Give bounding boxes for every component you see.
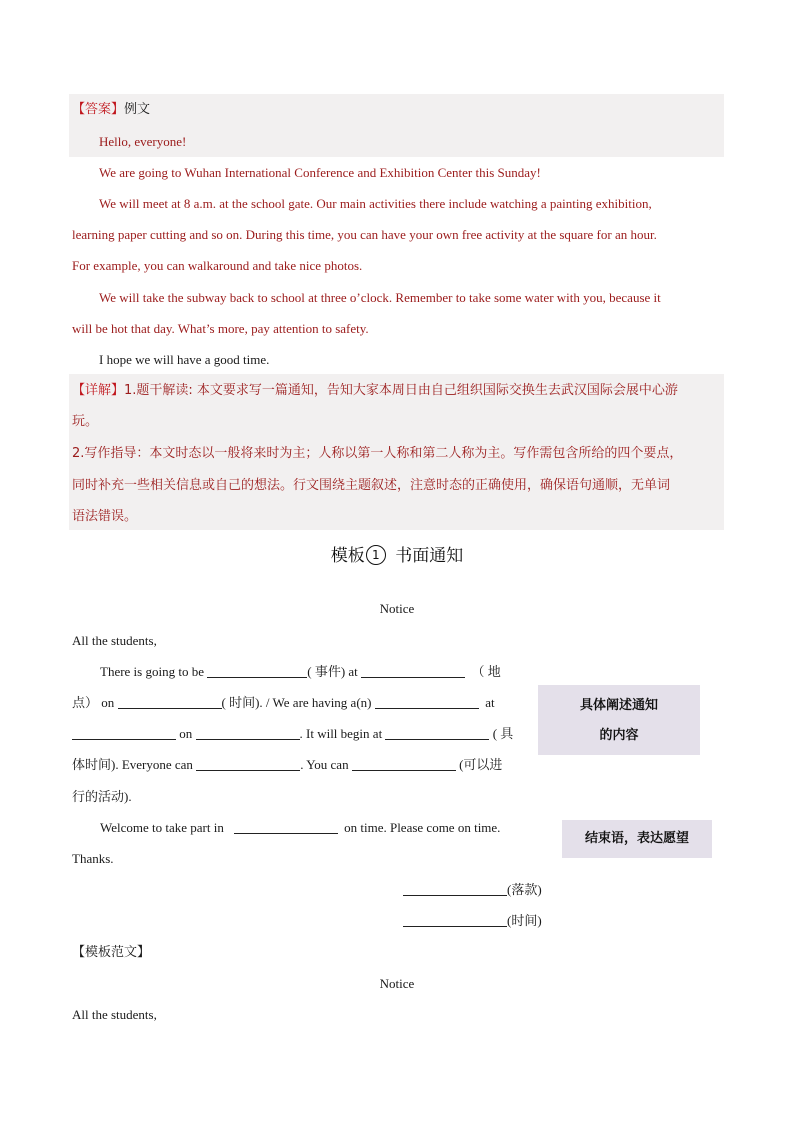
template-line-1: [100, 662, 501, 682]
sample-greeting: All the students,: [72, 1007, 157, 1022]
blank-line: [361, 664, 465, 678]
template-text: (落款): [507, 882, 542, 897]
template-title-prefix: 模板: [330, 546, 365, 566]
sample-tag: 【模板范文】: [72, 945, 151, 960]
blank-line: [196, 757, 300, 771]
circled-number: 1: [366, 545, 386, 565]
template-title: [0, 541, 794, 566]
template-text: 点） on: [72, 695, 115, 710]
template-text: 体时间). Everyone can: [72, 757, 193, 772]
answer-line-5: For example, you can walkaround and take nice photos.: [72, 258, 363, 273]
template-text: at: [485, 695, 495, 710]
answer-line-7: will be hot that day. What’s more, pay attention to safety.: [72, 321, 369, 336]
answer-line-2: We are going to Wuhan International Conference and Exhibition Center this Sunday!: [99, 165, 541, 180]
template-text: . You can: [300, 757, 349, 772]
template-text: (可以进: [459, 757, 503, 772]
blank-line: [385, 726, 489, 740]
answer-line-1: Hello, everyone!: [99, 134, 187, 149]
template-line-2: [72, 693, 495, 713]
template-date: [403, 911, 542, 931]
answer-tag: 【答案】: [72, 102, 125, 117]
detail-line-5: 语法错误。: [72, 509, 138, 524]
template-line-3: [72, 724, 513, 744]
note-box-closing: 结束语，表达愿望: [562, 820, 712, 858]
detail-tag: 【详解】: [72, 383, 125, 398]
blank-line: [207, 664, 307, 678]
detail-line-3: 2.写作指导：本文时态以一般将来时为主；人称以第一人称和第二人称为主。写作需包含所给的四个要点，: [72, 446, 683, 461]
answer-line-3: We will meet at 8 a.m. at the school gate. Our main activities there include watching a painting exhibition,: [99, 196, 652, 211]
template-line-4: [72, 755, 502, 775]
blank-line: [403, 913, 507, 927]
blank-line: [72, 726, 176, 740]
answer-heading: [72, 100, 150, 120]
answer-line-8: I hope we will have a good time.: [99, 352, 270, 367]
template-signoff: [403, 880, 542, 900]
template-text: ( 具: [492, 726, 514, 741]
template-text: Welcome to take part in: [100, 820, 224, 835]
template-greeting: All the students,: [72, 633, 157, 648]
blank-line: [375, 695, 479, 709]
template-notice-heading: Notice: [379, 601, 415, 616]
template-text: (时间): [507, 913, 542, 928]
answer-tag-suffix: 例文: [124, 102, 151, 117]
template-text: on time. Please come on time.: [344, 820, 501, 835]
detail-line-4: 同时补充一些相关信息或自己的想法。行文围绕主题叙述，注意时态的正确使用，确保语句通顺，无单词: [72, 478, 671, 493]
blank-line: [234, 820, 338, 834]
answer-line-4: learning paper cutting and so on. During this time, you can have your own free activity at the square for an hour.: [72, 227, 657, 242]
sample-notice-heading: Notice: [379, 976, 415, 991]
blank-line: [196, 726, 300, 740]
blank-line: [118, 695, 222, 709]
template-text: （ 地: [471, 664, 501, 679]
detail-line-1: [72, 381, 678, 401]
detail-line-2: 玩。: [72, 414, 99, 429]
template-text: on: [179, 726, 193, 741]
note-box-line-2: 的内容: [599, 728, 639, 743]
template-title-suffix: 书面通知: [395, 546, 464, 566]
template-text: . It will begin at: [299, 726, 383, 741]
answer-line-6: We will take the subway back to school at three o’clock. Remember to take some water with you, because it: [99, 290, 661, 305]
template-text: ( 时间). / We are having a(n): [221, 695, 372, 710]
template-line-6: [100, 818, 500, 838]
note-box-line-1: 具体阐述通知: [579, 698, 658, 713]
template-text: There is going to be: [100, 664, 204, 679]
template-text: ( 事件) at: [307, 664, 358, 679]
template-line-5: 行的活动).: [72, 789, 132, 804]
blank-line: [352, 757, 456, 771]
template-thanks: Thanks.: [72, 851, 114, 866]
note-box-content: [538, 685, 700, 755]
blank-line: [403, 882, 507, 896]
detail-text-1: 1.题干解读: 本文要求写一篇通知，告知大家本周日由自己组织国际交换生去武汉国际会展中心游: [124, 383, 678, 398]
